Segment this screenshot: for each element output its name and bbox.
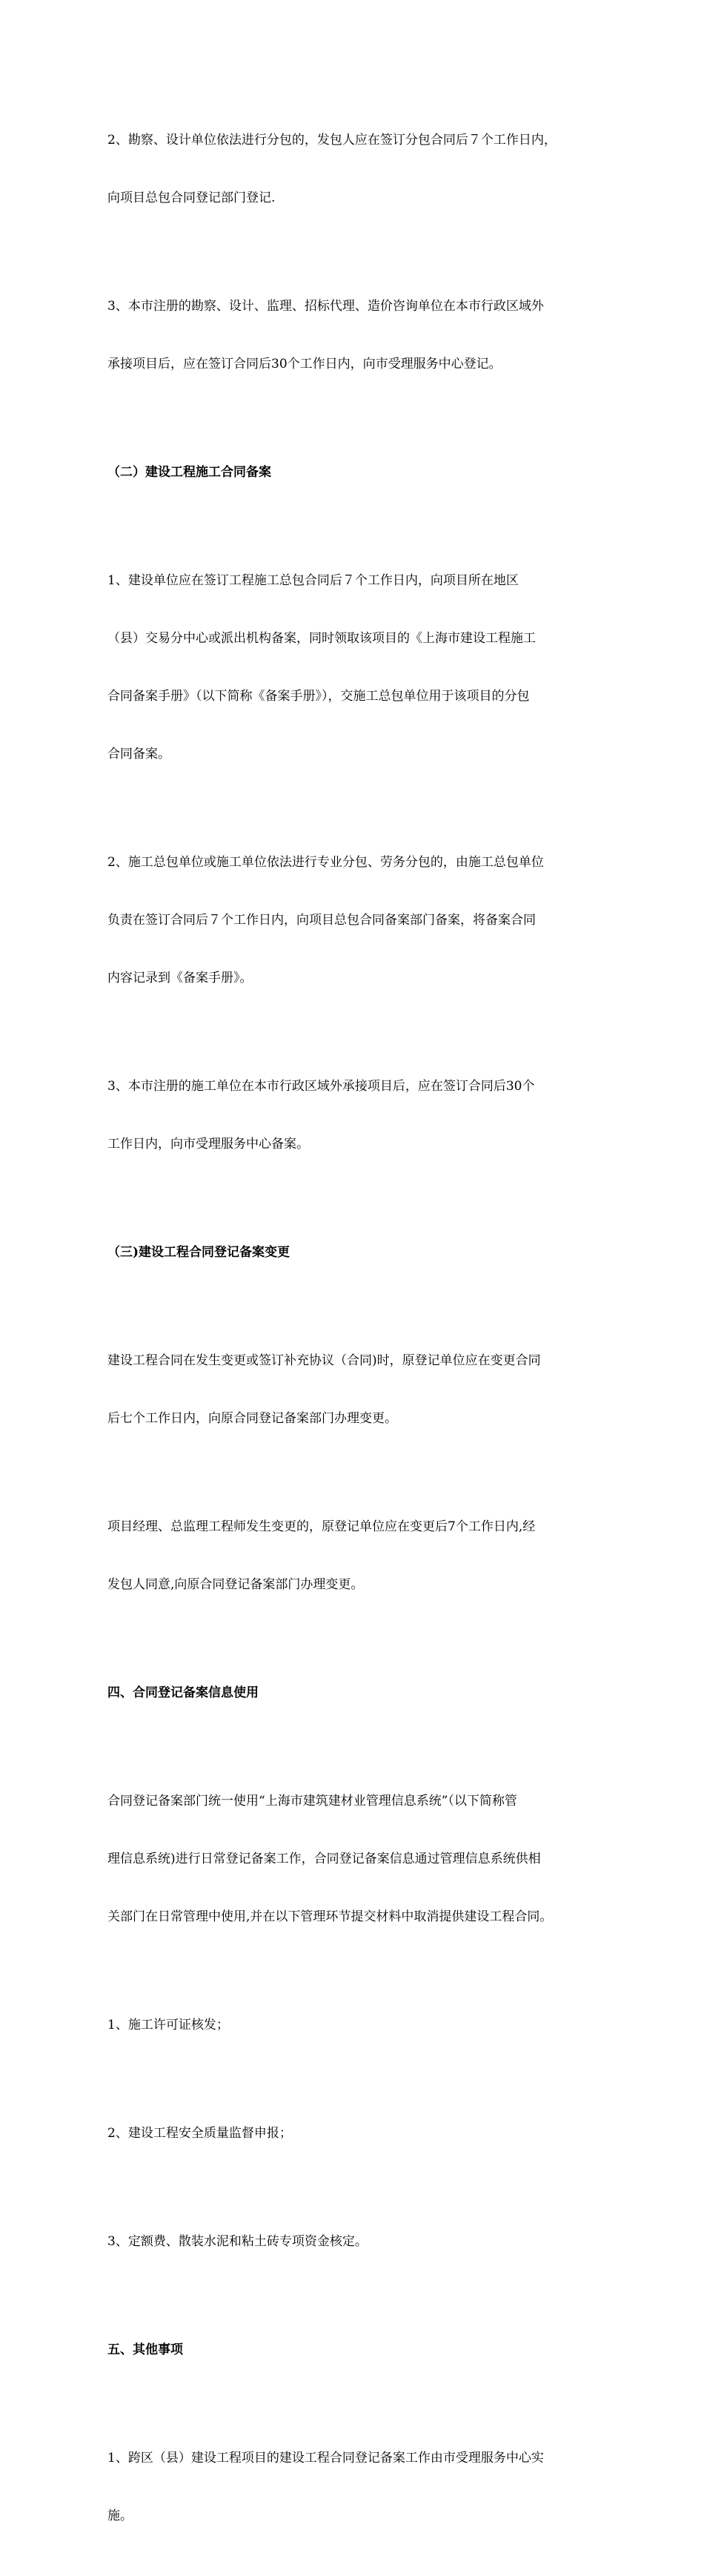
heading-text: （三)建设工程合同登记备案变更 [107,1245,290,1260]
text-line: 发包人同意,向原合同登记备案部门办理变更。 [107,1577,364,1592]
paragraph-construction-filing-2 [107,814,605,1026]
heading-text: 四、合同登记备案信息使用 [107,1685,259,1700]
text-line: 负责在签订合同后７个工作日内，向项目总包合同备案部门备案，将备案合同 [107,913,536,928]
paragraph-external-registration [107,258,605,412]
text-line: 承接项目后，应在签订合同后30个工作日内，向市受理服务中心登记。 [107,357,502,371]
text-line: 3、本市注册的勘察、设计、监理、招标代理、造价咨询单位在本市行政区域外 [107,299,544,314]
section-heading-info-usage [107,1645,605,1741]
paragraph-construction-filing-3 [107,1038,605,1192]
section-heading-filing-change [107,1204,605,1301]
text-line: （县）交易分中心或派出机构备案，同时领取该项目的《上海市建设工程施工 [107,631,536,646]
document-page [107,92,605,2576]
text-line: 关部门在日常管理中使用,并在以下管理环节提交材料中取消提供建设工程合同。 [107,1909,553,1924]
heading-text: （二）建设工程施工合同备案 [107,465,271,480]
list-item-permit [107,1977,605,2073]
text-line: 向项目总包合同登记部门登记. [107,191,276,205]
text-line: 施。 [107,2509,133,2523]
list-item-fund-approval [107,2193,605,2290]
text-line: 项目经理、总监理工程师发生变更的，原登记单位应在变更后7个工作日内,经 [107,1519,536,1534]
paragraph-subcontract-registration [107,92,605,246]
paragraph-filing-change-1 [107,1312,605,1467]
section-heading-construction-filing [107,424,605,521]
text-line: 3、定额费、散装水泥和粘土砖专项资金核定。 [107,2234,368,2249]
paragraph-other-matters-1 [107,2410,605,2564]
text-line: 建设工程合同在发生变更或签订补充协议（合同)时，原登记单位应在变更合同 [107,1353,541,1368]
text-line: 内容记录到《备案手册》。 [107,971,253,985]
text-line: 1、施工许可证核发； [107,2018,229,2032]
text-line: 2、建设工程安全质量监督申报； [107,2126,292,2141]
text-line: 3、本市注册的施工单位在本市行政区域外承接项目后，应在签订合同后30个 [107,1079,535,1094]
text-line: 1、跨区（县）建设工程项目的建设工程合同登记备案工作由市受理服务中心实 [107,2451,544,2466]
section-heading-other-matters [107,2302,605,2398]
paragraph-info-usage [107,1753,605,1965]
text-line: 合同登记备案部门统一使用“上海市建筑建材业管理信息系统”（以下简称管 [107,1794,517,1809]
paragraph-construction-filing-1 [107,532,605,802]
text-line: 工作日内，向市受理服务中心备案。 [107,1137,309,1152]
list-item-safety-report [107,2085,605,2182]
text-line: 1、建设单位应在签订工程施工总包合同后７个工作日内，向项目所在地区 [107,573,519,588]
heading-text: 五、其他事项 [107,2342,183,2357]
text-line: 合同备案手册》（以下简称《备案手册》），交施工总包单位用于该项目的分包 [107,689,530,704]
text-line: 后七个工作日内，向原合同登记备案部门办理变更。 [107,1411,397,1426]
paragraph-filing-change-2 [107,1479,605,1633]
text-line: 2、勘察、设计单位依法进行分包的，发包人应在签订分包合同后７个工作日内， [107,133,557,148]
text-line: 2、施工总包单位或施工单位依法进行专业分包、劳务分包的，由施工总包单位 [107,855,544,870]
text-line: 理信息系统)进行日常登记备案工作，合同登记备案信息通过管理信息系统供相 [107,1852,541,1866]
text-line: 合同备案。 [107,747,170,762]
